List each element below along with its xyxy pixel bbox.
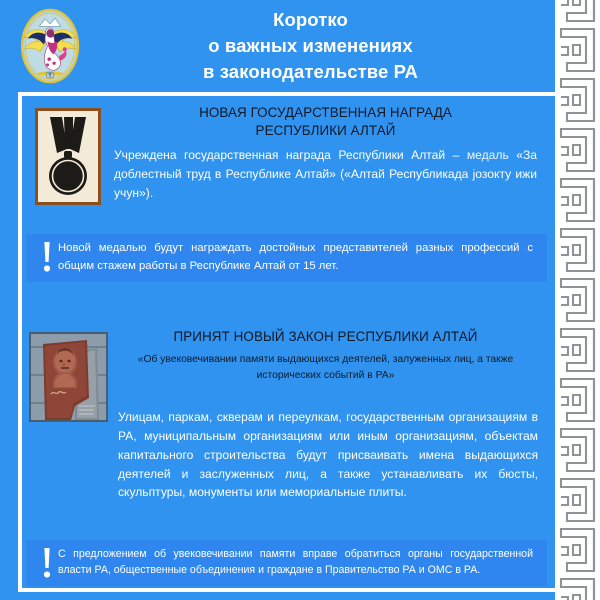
note-award-text: Новой медалью будут награждать достойных представителей разных профессий с общим стажем работы в Республике Алтай от 15 лет. — [58, 242, 533, 272]
award-text-column — [114, 100, 551, 203]
award-thumb-column — [22, 100, 114, 205]
poster-header — [0, 0, 555, 92]
award-title-line-1: НОВАЯ ГОСУДАРСТВЕННАЯ НАГРАДА — [199, 105, 452, 120]
note-award — [26, 234, 547, 282]
poster-title-line-1: Коротко — [273, 8, 348, 30]
medal-icon — [35, 108, 101, 205]
law-text-column — [114, 324, 551, 383]
memorial-plaque-icon — [29, 332, 108, 422]
poster-title-line-3: в законодательстве РА — [203, 61, 418, 83]
award-body-prefix: Учреждена государственная награда Республики Алтай – — [114, 148, 467, 163]
award-body-text — [114, 146, 537, 203]
law-body-text: Улицам, паркам, скверам и переулкам, государственным организациям в РА, муниципальным организациям или иным организациям, объектам капитального строительства будут присваивать имена выдающихся деятелей и заслуженных лиц, а также устанавливать их бюсты, скульптуры, монументы или мемориальные плиты. — [118, 410, 538, 500]
exclamation-icon — [36, 546, 58, 579]
law-section-title — [114, 328, 537, 346]
law-section-subtitle: «Об увековечивании памяти выдающихся деятелей, залуженных лиц, а также исторических событий в РА» — [137, 354, 514, 381]
note-law-text: С предложением об увековечивании памяти вправе обратиться органы государственной власти РА, общественные объединения и граждане в Правительство РА и ОМС в РА. — [58, 548, 533, 577]
award-title-line-2: РЕСПУБЛИКИ АЛТАЙ — [255, 123, 396, 139]
law-title-line-1: ПРИНЯТ НОВЫЙ ЗАКОН РЕСПУБЛИКИ АЛТАЙ — [173, 329, 478, 344]
note-law — [26, 540, 547, 586]
content-panel — [18, 92, 555, 592]
coat-of-arms-altai-republic-icon — [0, 0, 100, 92]
poster-title-line-2: о важных изменениях — [208, 34, 413, 56]
exclamation-icon — [36, 240, 58, 273]
award-section-title — [114, 104, 537, 140]
greek-meander-border — [555, 0, 600, 600]
poster-title — [100, 7, 555, 86]
award-body-highlight: медаль — [466, 148, 509, 163]
law-thumb-column — [22, 324, 114, 422]
award-body-suffix: «За доблестный труд в Республике Алтай» («Алтай Республикада jозокту ижи учун»). — [114, 148, 538, 200]
section-new-state-award — [22, 100, 551, 205]
